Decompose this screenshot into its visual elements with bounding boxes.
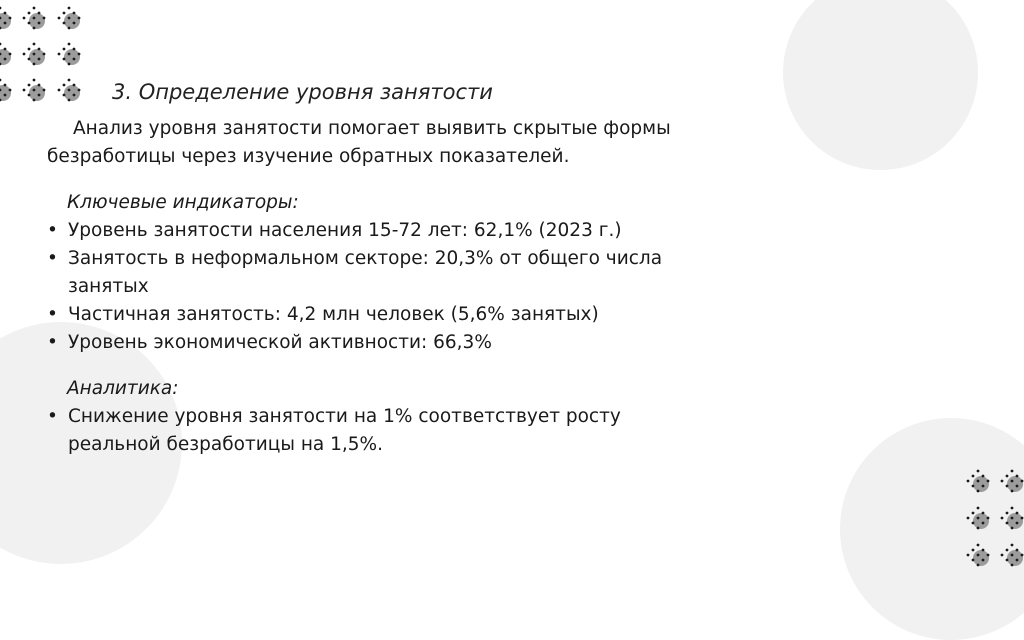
list-item: • Частичная занятость: 4,2 млн человек (5,6% занятых) xyxy=(47,301,687,329)
decor-dot-motif xyxy=(22,42,48,68)
slide-body xyxy=(47,115,687,459)
list-item: • Уровень экономической активности: 66,3% xyxy=(47,329,687,357)
decor-dot-motif xyxy=(1000,543,1024,569)
list-item: • Занятость в неформальном секторе: 20,3% от общего числа занятых xyxy=(47,245,687,301)
decor-dot-motif xyxy=(966,469,992,495)
decor-dot-motif xyxy=(57,6,83,32)
decor-dot-motif xyxy=(57,42,83,68)
list-item: • Уровень занятости населения 15-72 лет: 62,1% (2023 г.) xyxy=(47,217,687,245)
analytics-list xyxy=(47,403,687,459)
decor-dot-motif xyxy=(966,543,992,569)
decor-dot-motif xyxy=(966,506,992,532)
list-item: • Снижение уровня занятости на 1% соответствует росту реальной безработицы на 1,5%. xyxy=(47,403,687,459)
decor-dot-motif xyxy=(22,78,48,104)
decor-dot-motif xyxy=(22,6,48,32)
intro-paragraph: Анализ уровня занятости помогает выявить скрытые формы безработицы через изучение обратных показателей. xyxy=(47,118,671,167)
indicators-heading: Ключевые индикаторы: xyxy=(67,192,299,213)
decor-dot-motif xyxy=(57,78,83,104)
analytics-heading: Аналитика: xyxy=(67,378,179,399)
decor-dot-motif xyxy=(1000,469,1024,495)
decor-dot-motif xyxy=(0,78,14,104)
decor-dot-motif xyxy=(1000,506,1024,532)
decor-circle-bottom-right xyxy=(840,418,1024,640)
indicators-list xyxy=(47,217,687,357)
decor-dot-motif xyxy=(0,42,14,68)
slide-title: 3. Определение уровня занятости xyxy=(112,80,493,104)
decor-dot-motif xyxy=(0,6,14,32)
decor-circle-top-right xyxy=(783,0,978,170)
